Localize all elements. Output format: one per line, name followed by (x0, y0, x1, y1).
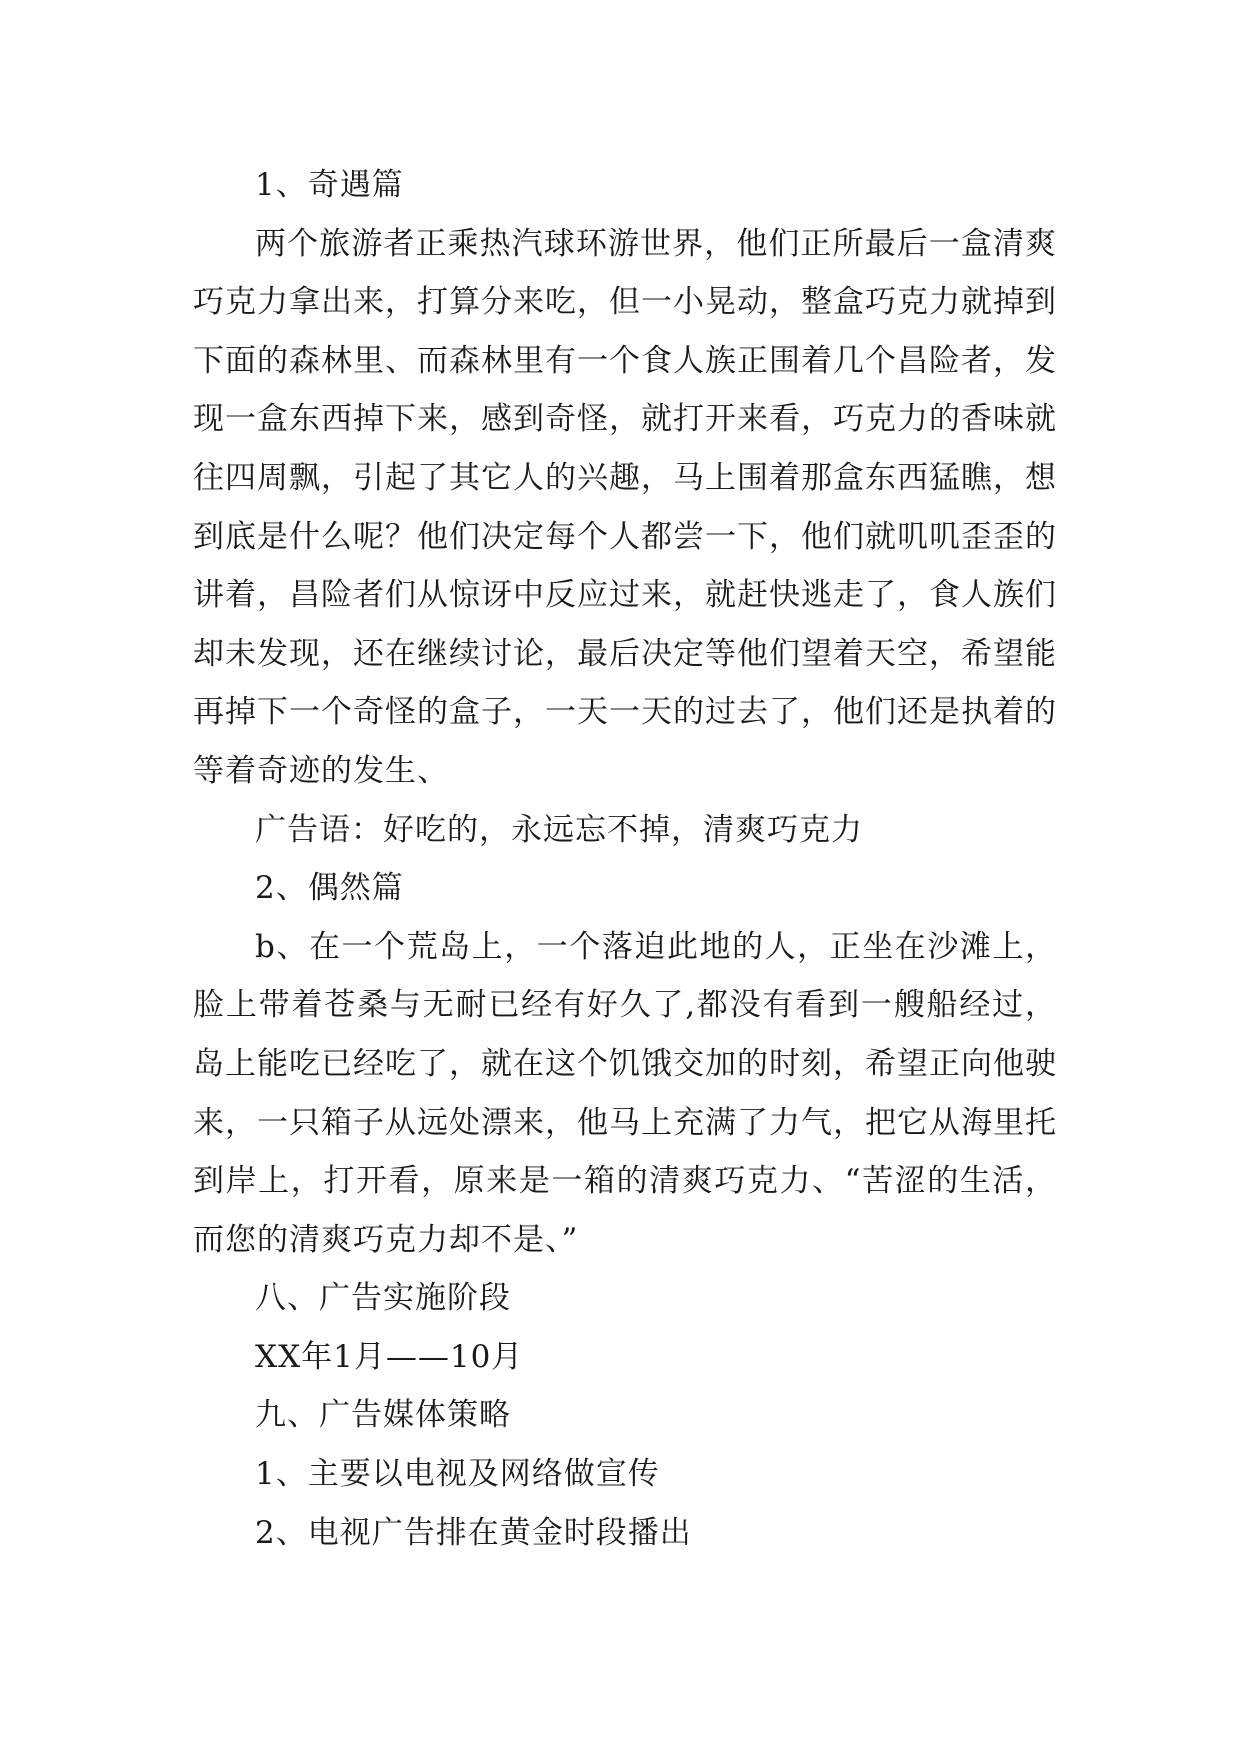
slogan-paragraph: 广告语：好吃的，永远忘不掉，清爽巧克力 (255, 811, 863, 848)
story-paragraph-island: b、在一个荒岛上，一个落迫此地的人，正坐在沙滩上，脸上带着苍桑与无耐已经有好久了,都没有看到一艘船经过，岛上能吃已经吃了，就在这个饥饿交加的时刻，希望正向他驶来，一只箱子从远处漂来，他马上充满了力气，把它从海里托到岸上，打开看，原来是一箱的清爽巧克力、“苦涩的生活，而您的清爽巧克力却不是、” (193, 928, 1057, 1258)
media-strategy-item-2: 2、电视广告排在黄金时段播出 (255, 1514, 692, 1551)
section-heading-implementation: 八、广告实施阶段 (255, 1280, 511, 1317)
section-heading-chance: 2、偶然篇 (255, 870, 404, 907)
implementation-period: XX年1月——10月 (255, 1338, 524, 1375)
media-strategy-item-1: 1、主要以电视及网络做宣传 (255, 1456, 660, 1493)
section-heading-media-strategy: 九、广告媒体策略 (255, 1397, 511, 1434)
story-paragraph-balloon: 两个旅游者正乘热汽球环游世界，他们正所最后一盒清爽巧克力拿出来，打算分来吃，但一小晃动，整盒巧克力就掉到下面的森林里、而森林里有一个食人族正围着几个昌险者，发现一盒东西掉下来，感到奇怪，就打开来看，巧克力的香味就往四周飘，引起了其它人的兴趣，马上围着那盒东西猛瞧，想到底是什么呢？他们决定每个人都尝一下，他们就叽叽歪歪的讲着，昌险者们从惊讶中反应过来，就赶快逃走了，食人族们却未发现，还在继续讨论，最后决定等他们望着天空，希望能再掉下一个奇怪的盒子，一天一天的过去了，他们还是执着的等着奇迹的发生、 (193, 225, 1057, 789)
section-heading-encounter: 1、奇遇篇 (255, 167, 404, 203)
document-body (193, 156, 1057, 1562)
